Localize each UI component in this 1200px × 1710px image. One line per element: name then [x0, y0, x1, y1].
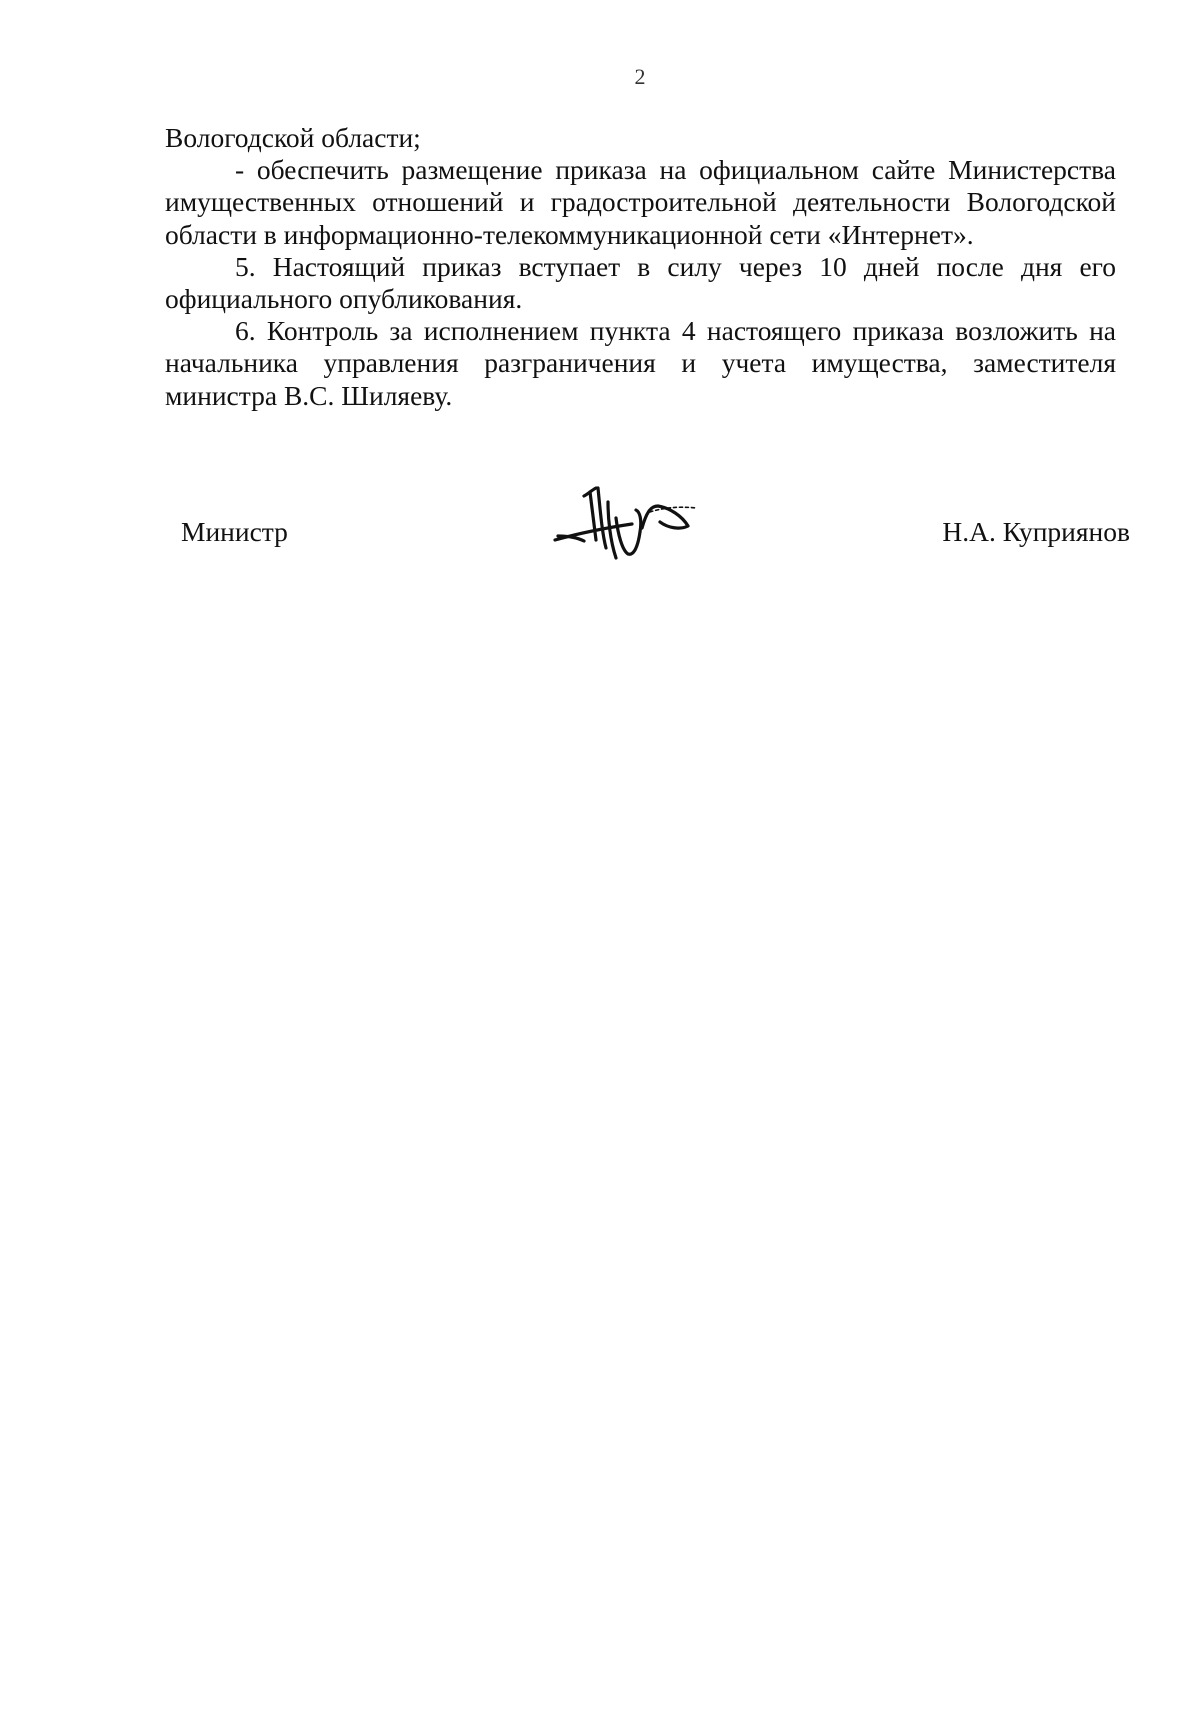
signature-block: [0, 478, 1200, 578]
signer-position: Министр: [181, 516, 288, 547]
document-body: [165, 122, 1116, 412]
handwritten-signature: [550, 478, 700, 578]
paragraph-item-5: 5. Настоящий приказ вступает в силу через 10 дней после дня его официального опубликования.: [165, 250, 1116, 315]
page-number: 2: [634, 64, 646, 89]
paragraph-publication-duty: - обеспечить размещение приказа на официальном сайте Министерства имущественных отношений и градостроительной деятельности Вологодской области в информационно-телекоммуникационной сети «Интернет».: [165, 154, 1116, 250]
signer-name: Н.А. Куприянов: [942, 516, 1130, 547]
paragraph-continuation: Вологодской области;: [165, 122, 421, 153]
paragraph-item-6: 6. Контроль за исполнением пункта 4 настоящего приказа возложить на начальника управления разграничения и учета имущества, заместителя министра В.С. Шиляеву.: [165, 315, 1116, 411]
